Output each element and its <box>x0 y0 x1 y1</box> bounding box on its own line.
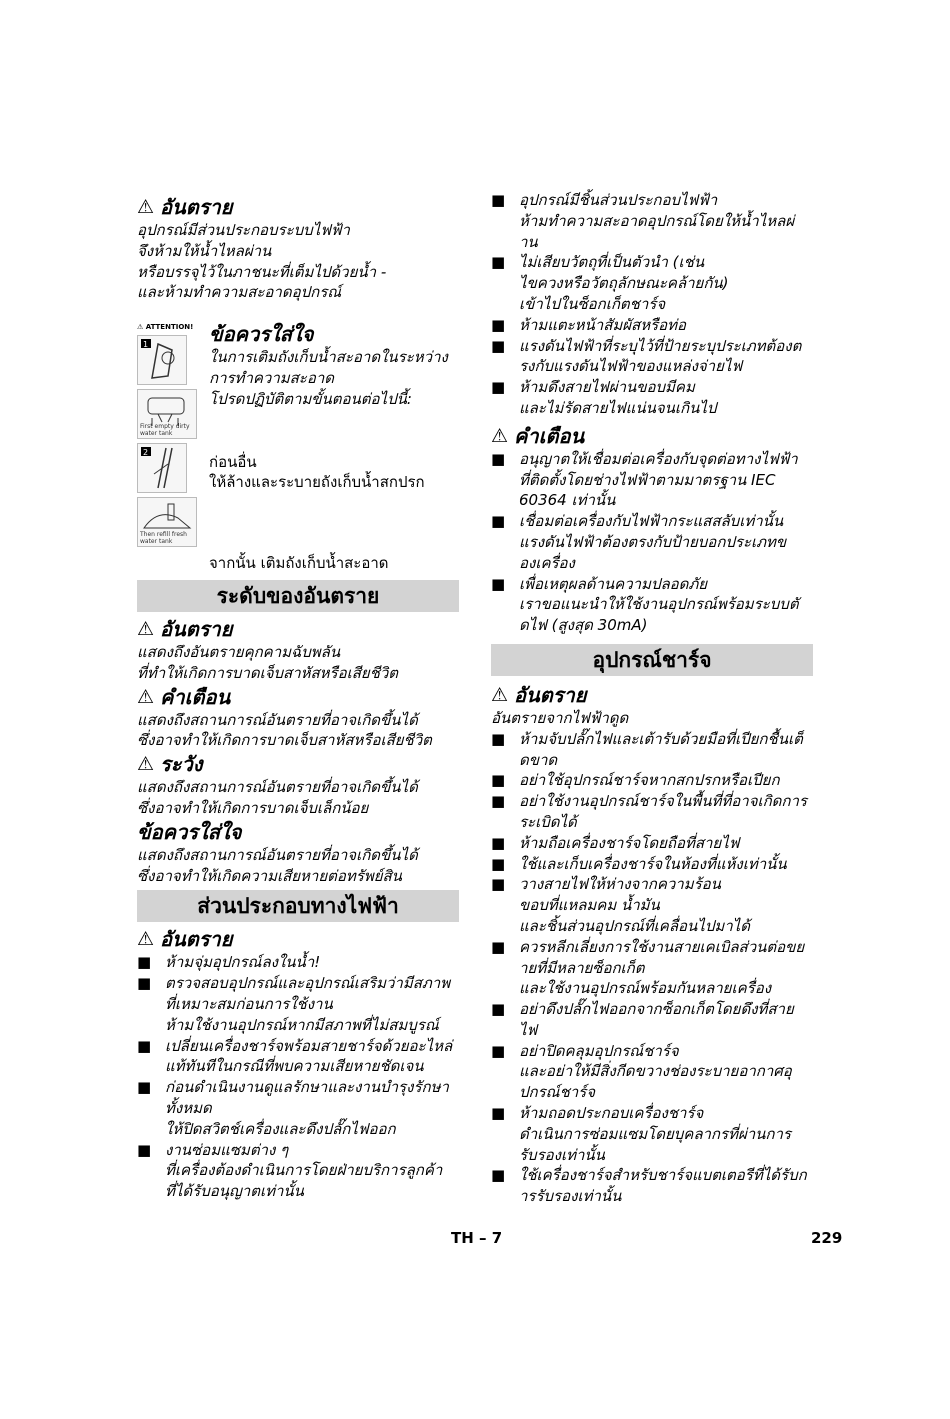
attention-block <box>137 321 459 551</box>
warning-triangle-icon: ⚠ <box>491 424 509 447</box>
charger-bullet-list <box>491 729 821 1207</box>
warning-triangle-icon: ⚠ <box>137 928 155 951</box>
text-line: แสดงถึงสถานการณ์อันตรายที่อาจเกิดขึ้นได้ <box>137 710 418 729</box>
electrical-bullet-list-cont <box>491 190 821 419</box>
text-line: แสดงถึงสถานการณ์อันตรายที่อาจเกิดขึ้นได้ <box>137 845 418 864</box>
list-item: ■ เพื่อเหตุผลด้านความปลอดภัย เราขอแนะนำให้ใช้งานอุปกรณ์พร้อมระบบตั ดไฟ (สูงสุด 30mA) <box>491 574 821 636</box>
level-heading: ระวัง <box>160 752 203 777</box>
section-banner-electrical: ส่วนประกอบทางไฟฟ้า <box>137 890 459 922</box>
illustration-refill-tank-icon: Then refill fresh water tank <box>137 497 197 547</box>
electrical-bullet-list <box>137 952 459 1202</box>
list-item: ■ อุปกรณ์มีชิ้นส่วนประกอบไฟฟ้า ห้ามทำความสะอาดอุปกรณ์โดยให้น้ำไหลผ่ าน <box>491 190 821 252</box>
text-line: ให้ล้างและระบายถังเก็บน้ำสกปรก <box>209 473 425 492</box>
list-item: ■ วางสายไฟให้ห่างจากความร้อน ขอบที่แหลมคม น้ำมัน และชิ้นส่วนอุปกรณ์ที่เคลื่อนไปมาได้ <box>491 874 821 936</box>
hazard-level-danger <box>137 616 459 684</box>
list-item: ■ เปลี่ยนเครื่องชาร์จพร้อมสายชาร์จด้วยอะไหล่ แท้ทันทีในกรณีที่พบความเสียหายชัดเจน <box>137 1036 459 1078</box>
final-step-text: จากนั้น เติมถังเก็บน้ำสะอาด <box>209 554 389 573</box>
illustration-step2-icon <box>137 443 187 493</box>
list-item: ■ ห้ามแตะหน้าสัมผัสหรือท่อ <box>491 315 821 336</box>
text-line: การทำความสะอาด <box>209 368 335 387</box>
list-item: ■ ใช้เครื่องชาร์จสำหรับชาร์จแบตเตอรีที่ได้รับก ารรับรองเท่านั้น <box>491 1165 821 1207</box>
text-line: หรือบรรจุไว้ในภาชนะที่เต็มไปด้วยน้ำ - <box>137 262 387 281</box>
list-item: ■ อย่าดึงปลั๊กไฟออกจากซ็อกเก็ตโดยดึงที่สาย ไฟ <box>491 999 821 1041</box>
list-item: ■ ตรวจสอบอุปกรณ์และอุปกรณ์เสริมว่ามีสภาพ ที่เหมาะสมก่อนการใช้งาน ห้ามใช้งานอุปกรณ์หากมีสภาพที่ไม่สมบูรณ์ <box>137 973 459 1035</box>
left-column <box>137 190 459 1202</box>
warning-triangle-icon: ⚠ <box>137 196 155 218</box>
attention-heading: ข้อควรใส่ใจ <box>209 322 314 347</box>
hazard-level-notice <box>137 819 459 887</box>
text-line: แสดงถึงสถานการณ์อันตรายที่อาจเกิดขึ้นได้ <box>137 778 418 797</box>
footer-section-code: TH – 7 <box>451 1229 503 1247</box>
illustration-step1-icon <box>137 335 187 385</box>
danger-text <box>137 220 459 303</box>
list-item: ■ แรงดันไฟฟ้าที่ระบุไว้ที่ป้ายระบุประเภทต้องต รงกับแรงดันไฟฟ้าของแหล่งจ่ายไฟ <box>491 336 821 378</box>
warning-triangle-icon: ⚠ <box>137 685 155 708</box>
text-line: ก่อนอื่น <box>209 452 257 471</box>
text-line: ซึ่งอาจทำให้เกิดการบาดเจ็บเล็กน้อย <box>137 798 369 817</box>
danger-heading: อันตราย <box>514 682 587 707</box>
list-item: ■ อย่าปิดคลุมอุปกรณ์ชาร์จ และอย่าให้มีสิ่งกีดขวางช่องระบายอากาศอุ ปกรณ์ชาร์จ <box>491 1041 821 1103</box>
level-heading: อันตราย <box>160 616 233 641</box>
section-banner-charger: อุปกรณ์ชาร์จ <box>491 644 813 676</box>
list-item: ■ อนุญาตให้เชื่อมต่อเครื่องกับจุดต่อทางไฟฟ้า ที่ติดตั้งโดยช่างไฟฟ้าตามมาตรฐาน IEC 60364 เท่านั้น <box>491 449 821 511</box>
list-item: ■ ไม่เสียบวัตถุที่เป็นตัวนำ (เช่น ไขควงหรือวัตถุลักษณะคล้ายกัน) เข้าไปในซ็อกเก็ตชาร์จ <box>491 252 821 314</box>
text-line: ซึ่งอาจทำให้เกิดการบาดเจ็บสาหัสหรือเสียชีวิต <box>137 731 432 750</box>
warning-bullet-list <box>491 449 821 636</box>
list-item: ■ เชื่อมต่อเครื่องกับไฟฟ้ากระแสสลับเท่านั้น แรงดันไฟฟ้าต้องตรงกับป้ายบอกประเภทข องเครื่อง <box>491 511 821 573</box>
charger-intro: อันตรายจากไฟฟ้าดูด <box>491 708 629 727</box>
warning-heading: คำเตือน <box>514 423 585 448</box>
list-item: ■ ก่อนดำเนินงานดูแลรักษาและงานบำรุงรักษา ทั้งหมด ให้ปิดสวิตช์เครื่องและดึงปลั๊กไฟออก <box>137 1077 459 1139</box>
text-line: จึงห้ามให้น้ำไหลผ่าน <box>137 241 272 260</box>
hazard-level-caution <box>137 751 459 819</box>
svg-text:2: 2 <box>143 448 149 458</box>
list-item: ■ ห้ามถือเครื่องชาร์จโดยถือที่สายไฟ <box>491 833 821 854</box>
attention-text <box>209 347 459 409</box>
list-item: ■ อย่าใช้งานอุปกรณ์ชาร์จในพื้นที่ที่อาจเกิดการ ระเบิดได้ <box>491 791 821 833</box>
footer-page-number: 229 <box>811 1229 843 1247</box>
illustration-empty-tank-icon: First empty dirty water tank <box>137 389 197 439</box>
attention-badge: ⚠ ATTENTION! <box>137 323 194 332</box>
attention-content <box>201 321 459 551</box>
level-heading: ข้อควรใส่ใจ <box>137 819 242 844</box>
text-line: แสดงถึงอันตรายคุกคามฉับพลัน <box>137 642 341 661</box>
text-line: โปรดปฏิบัติตามขั้นตอนต่อไปนี้: <box>209 389 412 408</box>
danger-notice <box>137 194 459 303</box>
list-item: ■ ห้ามดึงสายไฟผ่านขอบมีคม และไม่รัดสายไฟแน่นจนเกินไป <box>491 377 821 419</box>
list-item: ■ ห้ามถอดประกอบเครื่องชาร์จ ดำเนินการซ่อมแซมโดยบุคลากรที่ผ่านการ รับรองเท่านั้น <box>491 1103 821 1165</box>
text-line: อุปกรณ์มีส่วนประกอบระบบไฟฟ้า <box>137 221 350 239</box>
list-item: ■ ห้ามจับปลั๊กไฟและเต้ารับด้วยมือที่เปียกชื้นเต็ ดขาด <box>491 729 821 771</box>
warning-triangle-icon: ⚠ <box>137 753 155 776</box>
text-line: ในการเติมถังเก็บน้ำสะอาดในระหว่าง <box>209 348 448 367</box>
level-heading: คำเตือน <box>160 684 231 709</box>
hazard-level-warning <box>137 684 459 752</box>
text-line: และห้ามทำความสะอาดอุปกรณ์ <box>137 283 342 302</box>
list-item: ■ ห้ามจุ่มอุปกรณ์ลงในน้ำ! <box>137 952 459 973</box>
danger-heading: อันตราย <box>160 195 233 219</box>
text-line: ที่ทำให้เกิดการบาดเจ็บสาหัสหรือเสียชีวิต <box>137 663 399 682</box>
step-text <box>209 452 459 494</box>
illustration-column <box>137 321 201 551</box>
list-item: ■ งานซ่อมแซมต่าง ๆ ที่เครื่องต้องดำเนินการโดยฝ่ายบริการลูกค้า ที่ได้รับอนุญาตเท่านั้น <box>137 1140 459 1202</box>
list-item: ■ ใช้และเก็บเครื่องชาร์จในห้องที่แห้งเท่านั้น <box>491 854 821 875</box>
svg-text:1: 1 <box>143 340 149 350</box>
list-item: ■ ควรหลีกเลี่ยงการใช้งานสายเคเบิลส่วนต่อขย ายที่มีหลายซ็อกเก็ต และใช้งานอุปกรณ์พร้อมกันหลายเครื่อง <box>491 937 821 999</box>
right-column <box>491 190 821 1207</box>
list-item: ■ อย่าใช้อุปกรณ์ชาร์จหากสกปรกหรือเปียก <box>491 770 821 791</box>
text-line: ซึ่งอาจทำให้เกิดความเสียหายต่อทรัพย์สิน <box>137 866 402 885</box>
warning-triangle-icon: ⚠ <box>491 683 509 706</box>
section-banner-hazard-levels: ระดับของอันตราย <box>137 580 459 612</box>
warning-triangle-icon: ⚠ <box>137 617 155 640</box>
danger-heading: อันตราย <box>160 927 233 952</box>
